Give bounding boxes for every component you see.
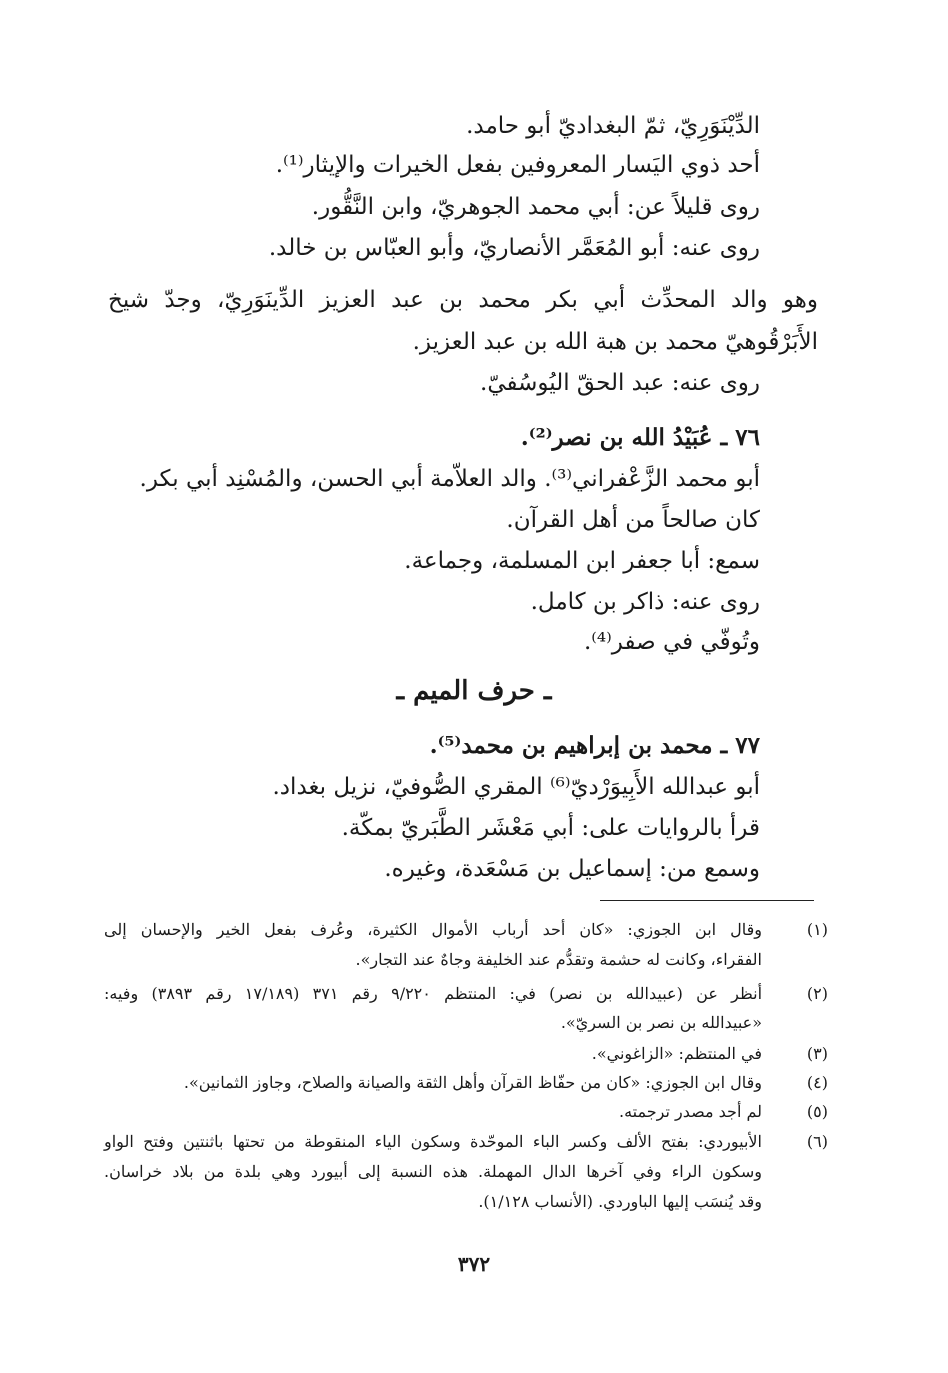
text-line: قرأ بالروايات على: أبي مَعْشَر الطَّبَريّ بمكّة. [341,815,760,841]
text-line: روى عنه: أبو المُعَمَّر الأنصاريّ، وأبو العبّاس بن خالد. [268,235,760,261]
text-line: روى عنه: ذاكر بن كامل. [530,589,760,615]
footnote-line: لم أجد مصدر ترجمته. [619,1102,762,1121]
text-line: أبو محمد الزَّعْفراني⁽³⁾. والد العلاّمة أبي الحسن، والمُسْنِد أبي بكر. [139,466,760,492]
entry-heading: ٧٦ ـ عُبَيْدُ الله بن نصر⁽²⁾. [520,424,760,451]
text-line: وسمع من: إسماعيل بن مَسْعَدة، وغيره. [384,856,760,882]
footnote-number: (٣) [806,1044,828,1063]
text-line: سمع: أبا جعفر ابن المسلمة، وجماعة. [404,548,760,574]
footnote-number: (٦) [806,1132,828,1151]
footnote-line: في المنتظم: «الزاغوني». [591,1044,762,1063]
text-line: الدِّيْنَوَرِيّ، ثمّ البغداديّ أبو حامد. [466,113,760,139]
text-line: الأَبَرْقُوهيّ محمد بن هبة الله بن عبد العزيز. [412,329,818,355]
text-line: روى عنه: عبد الحقّ اليُوسُفيّ. [480,370,760,396]
section-heading: ـ حرف الميم ـ [396,676,552,706]
text-line: كان صالحاً من أهل القرآن. [506,507,760,533]
text-line: وهو والد المحدِّث أبي بكر محمد بن عبد العزيز الدِّينَوَرِيّ، وجدّ شيخ [108,287,818,313]
footnote-number: (٢) [806,984,828,1003]
text-line: وتُوفّي في صفر⁽⁴⁾. [583,629,760,655]
footnote-line: الفقراء، وكانت له حشمة وتقدُّم عند الخليفة وجاهٌ عند التجار». [355,950,762,969]
footnote-separator [600,900,814,901]
entry-heading: ٧٧ ـ محمد بن إبراهيم بن محمد⁽⁵⁾. [429,732,760,759]
footnote-line: وسكون الراء وفي آخرها الدال المهملة. هذه النسبة إلى أبيورد وهي بلدة من بلاد خراسان. [104,1162,762,1181]
footnote-line: وقال ابن الجوزي: «كان أحد أرباب الأموال الكثيرة، وعُرف بفعل الخير والإحسان إلى [104,920,762,939]
footnote-number: (٥) [806,1102,828,1121]
footnote-line: وقال ابن الجوزي: «كان من حفّاظ القرآن وأهل الثقة والصيانة والصلاح، وجاوز الثمانين». [183,1073,762,1092]
text-line: أحد ذوي اليَسار المعروفين بفعل الخيرات والإيثار⁽¹⁾. [275,152,760,178]
footnote-line: أنظر عن (عبيدالله بن نصر) في: المنتظم ٩/٢٢٠ رقم ٣٧١ (١٧/١٨٩ رقم ٣٨٩٣) وفيه: [104,984,763,1003]
footnote-line: الأبيوردي: بفتح الألف وكسر الباء الموحّدة وسكون الياء المنقوطة من تحتها باثنتين وفتح الواو [104,1132,762,1151]
footnote-number: (٤) [806,1073,828,1092]
footnote-number: (١) [806,920,828,939]
footnote-line: وقد يُنسَب إليها الباوردي. (الأنساب ١/١٢٨). [478,1192,762,1211]
text-line: روى قليلاً عن: أبي محمد الجوهريّ، وابن النَّقُّور. [311,194,760,220]
footnote-line: «عبيدالله بن نصر بن السريّ». [560,1013,762,1032]
text-line: أبو عبدالله الأَبِيوَرْديّ⁽⁶⁾ المقري الصُّوفيّ، نزيل بغداد. [272,774,760,800]
page-number: ٣٧٢ [457,1252,491,1276]
